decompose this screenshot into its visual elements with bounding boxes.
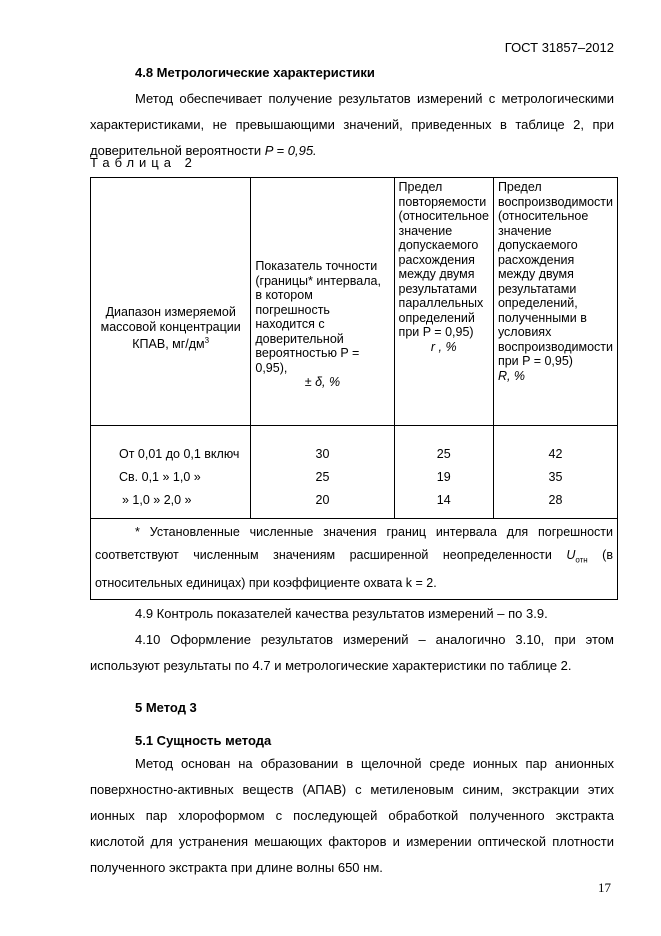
range-cell: От 0,01 до 0,1 включ: [119, 447, 240, 461]
R-cell: 42: [548, 447, 563, 461]
section-5-title: 5 Метод 3: [135, 700, 197, 715]
page-number: 17: [598, 880, 611, 895]
paragraph-4-9: 4.9 Контроль показателей качества результатов измерений – по 3.9.: [135, 606, 548, 621]
R-cell: 28: [548, 493, 563, 507]
section-4-8-title: 4.8 Метрологические характеристики: [135, 65, 375, 80]
section-5-1-text: Метод основан на образовании в щелочной среде ионных пар анионных поверхностно-активных веществ (АПАВ) с метиленовым синим, экстракции этих ионных пар хлороформом с последующей обработкой полученного экстракта кислотой для устранения мешающих факторов и измерении оптической плотности полученного экстракта при длине волны 650 нм.: [90, 756, 614, 875]
range-cell: Св. 0,1 » 1,0 »: [119, 470, 201, 484]
r-cell: 19: [436, 470, 451, 484]
reproducibility-column: [493, 426, 617, 519]
table-caption: Таблица 2: [90, 155, 197, 170]
R-cell: 35: [548, 470, 563, 484]
delta-cell: 25: [315, 470, 330, 484]
section-5-1-title: 5.1 Сущность метода: [135, 733, 272, 748]
delta-cell: 20: [315, 493, 330, 507]
header-repeatability: Предел повторяемости (относительное значение допускаемого расхождения между двумя результатами параллельных определений при P = 0,95) r , %: [394, 178, 493, 426]
r-cell: 25: [436, 447, 451, 461]
document-id: ГОСТ 31857–2012: [504, 40, 614, 55]
range-cell: » 1,0 » 2,0 »: [122, 493, 192, 507]
r-cell: 14: [436, 493, 451, 507]
section-4-8-body: Метод обеспечивает получение результатов измерений с метрологическими характеристиками, не превышающими значений, приведенных в таблице 2, при доверительной вероятности: [90, 91, 614, 158]
delta-column: [251, 426, 394, 519]
metrology-table: [90, 177, 618, 600]
header-accuracy: Показатель точности (границы* интервала, в котором погрешность находится с доверительной вероятностью P = 0,95), ± δ, %: [251, 178, 394, 426]
table-footnote: * Установленные численные значения границ интервала для погрешности соответствуют численным значениям расширенной неопределенности $U_{отн}$ (в относительных единицах) при коэффициенте охвата k = 2.: [91, 519, 618, 600]
table-header-row: [91, 178, 618, 426]
range-column: [91, 426, 251, 519]
table-data-block: [91, 426, 618, 519]
delta-cell: 30: [315, 447, 330, 461]
p-value: P = 0,95.: [264, 143, 317, 158]
header-reproducibility: Предел воспроизводимости (относительное значение допускаемого расхождения между двумя результатами определений, полученными в условиях воспроизводимости при P = 0,95) R, %: [493, 178, 617, 426]
paragraph-4-10: 4.10 Оформление результатов измерений – аналогично 3.10, при этом используют результаты по 4.7 и метрологические характеристики по таблице 2.: [90, 632, 614, 673]
table-footnote-row: [91, 519, 618, 600]
header-range: Диапазон измеряемой массовой концентрации КПАВ, $мг/дм^3$: [91, 178, 251, 426]
repeatability-column: [394, 426, 493, 519]
section-4-8-text: [90, 86, 614, 164]
